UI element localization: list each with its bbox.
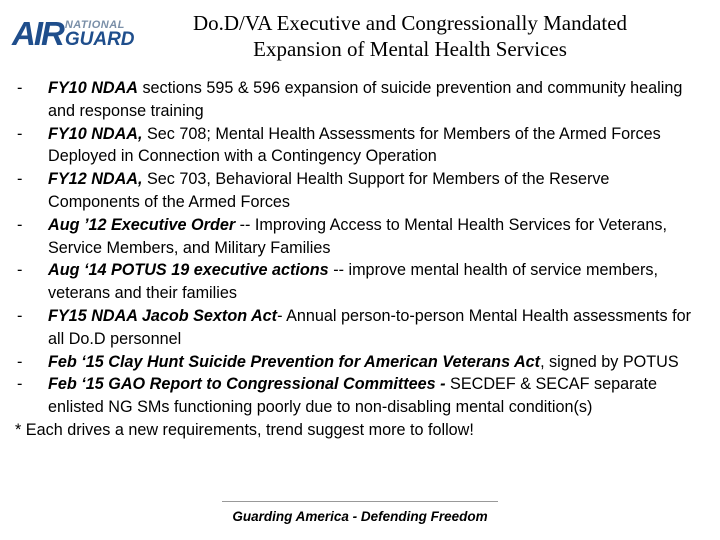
list-item-lead: Aug ‘14 POTUS 19 executive actions bbox=[48, 261, 329, 280]
list-item bbox=[10, 123, 700, 169]
list-item-separator: -- bbox=[235, 215, 251, 234]
footer-tagline: Guarding America - Defending Freedom bbox=[232, 509, 488, 524]
list-item-text bbox=[48, 214, 700, 260]
list-item-body: Improving Access to Mental Health Services for Veterans, Service Members, and Military Families bbox=[48, 215, 667, 257]
list-item-lead: Aug ’12 Executive Order bbox=[48, 215, 236, 234]
list-item-lead: FY15 NDAA Jacob Sexton Act bbox=[48, 306, 278, 325]
logo-air-text: AIR bbox=[12, 15, 63, 52]
logo-text-stack bbox=[65, 20, 135, 49]
list-item-body: SECDEF & SECAF separate enlisted NG SMs functioning poorly due to non-disabling mental condition(s) bbox=[48, 375, 657, 417]
bullet-dash: - bbox=[17, 352, 23, 371]
title-line-1: Do.D/VA Executive and Congressionally Mandated bbox=[192, 11, 628, 35]
list-item-separator: - bbox=[277, 306, 283, 325]
footnote: * Each drives a new requirements, trend suggest more to follow! bbox=[15, 420, 474, 439]
list-item-text bbox=[48, 168, 700, 214]
list-item-body: improve mental health of service members, veterans and their families bbox=[48, 261, 658, 303]
list-item bbox=[10, 77, 700, 123]
list-item-lead: FY10 NDAA bbox=[48, 79, 138, 97]
bullet-dash: - bbox=[17, 124, 23, 143]
list-item-lead: FY12 NDAA, bbox=[48, 170, 143, 189]
logo-guard-text: GUARD bbox=[64, 28, 135, 50]
bullet-dash: - bbox=[17, 215, 23, 234]
list-item-text bbox=[48, 259, 700, 305]
list-item-text bbox=[48, 351, 700, 374]
list-item-body: Annual person-to-person Mental Health assessments for all Do.D personnel bbox=[48, 306, 691, 348]
bullet-dash: - bbox=[17, 306, 23, 325]
list-item-body: sections 595 & 596 expansion of suicide prevention and community healing and response training bbox=[48, 79, 683, 120]
bullet-dash: - bbox=[17, 170, 23, 189]
list-item-body: Sec 708; Mental Health Assessments for Members of the Armed Forces Deployed in Connection with a Contingency Operation bbox=[48, 124, 661, 166]
air-national-guard-logo bbox=[12, 15, 135, 52]
bullet-dash: - bbox=[17, 261, 23, 280]
list-item-text bbox=[48, 305, 700, 351]
list-item-lead: Feb ‘15 GAO Report to Congressional Committees - bbox=[48, 375, 446, 394]
logo-national-text: NATIONAL bbox=[64, 18, 125, 31]
list-item bbox=[10, 373, 700, 419]
list-item-separator: , bbox=[540, 352, 545, 371]
title-line-2: Expansion of Mental Health Services bbox=[253, 37, 567, 61]
footer-divider bbox=[222, 501, 498, 502]
list-item bbox=[10, 214, 700, 260]
list-item-lead: Feb ‘15 Clay Hunt Suicide Prevention for American Veterans Act bbox=[48, 352, 541, 371]
list-item bbox=[10, 259, 700, 305]
list-item bbox=[10, 305, 700, 351]
list-item-text bbox=[48, 77, 700, 123]
list-item-lead: FY10 NDAA, bbox=[48, 124, 143, 143]
list-item-body: Sec 703, Behavioral Health Support for Members of the Reserve Components of the Armed Forces bbox=[48, 170, 610, 211]
list-item-body: signed by POTUS bbox=[544, 352, 679, 371]
bullet-list bbox=[10, 77, 700, 442]
bullet-dash: - bbox=[17, 375, 23, 394]
list-item bbox=[10, 351, 700, 374]
list-item-separator: -- bbox=[328, 261, 344, 280]
list-item-text bbox=[48, 373, 700, 419]
list-item bbox=[10, 168, 700, 214]
bullet-dash: - bbox=[17, 79, 23, 97]
page-title bbox=[150, 10, 670, 62]
list-item-text bbox=[48, 123, 700, 169]
